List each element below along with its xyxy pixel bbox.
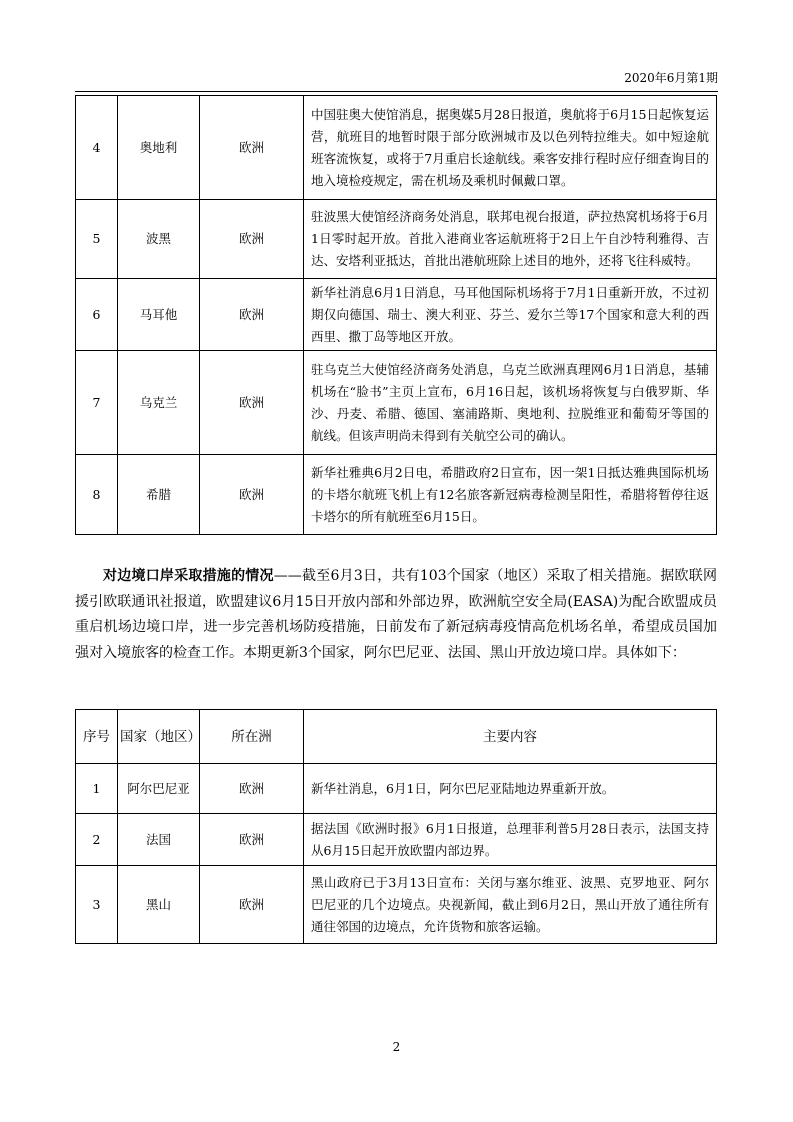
table-row bbox=[76, 764, 717, 814]
row-continent: 欧洲 bbox=[200, 814, 304, 866]
header-rule bbox=[75, 91, 718, 92]
header-continent: 所在洲 bbox=[200, 710, 304, 764]
page-number: 2 bbox=[392, 1040, 401, 1054]
table-row bbox=[76, 866, 717, 944]
row-continent: 欧洲 bbox=[200, 351, 304, 455]
border-measures-paragraph bbox=[75, 564, 717, 666]
row-content: 中国驻奥大使馆消息，据奥媒5月28日报道，奥航将于6月15日起恢复运营，航班目的地暂时限于部分欧洲城市及以色列特拉维夫。如中短途航班客流恢复，或将于7月重启长途航线。乘客安排行程时应仔细查询目的地入境检疫规定，需在机场及乘机时佩戴口罩。 bbox=[304, 96, 717, 200]
row-number: 1 bbox=[76, 764, 118, 814]
row-country: 阿尔巴尼亚 bbox=[118, 764, 200, 814]
row-continent: 欧洲 bbox=[200, 200, 304, 279]
row-content: 新华社消息6月1日消息，马耳他国际机场将于7月1日重新开放，不过初期仅向德国、瑞士、澳大利亚、芬兰、爱尔兰等17个国家和意大利的西西里、撒丁岛等地区开放。 bbox=[304, 279, 717, 351]
row-number: 5 bbox=[76, 200, 118, 279]
paragraph-body: ——截至6月3日，共有103个国家（地区）采取了相关措施。据欧联网援引欧联通讯社报道，欧盟建议6月15日开放内部和外部边界，欧洲航空安全局(EASA)为配合欧盟成员重启机场边境口岸，进一步完善机场防疫措施，日前发布了新冠病毒疫情高危机场名单，希望成员国加强对入境旅客的检查工作。本期更新3个国家，阿尔巴尼亚、法国、黑山开放边境口岸。具体如下： bbox=[75, 568, 718, 661]
row-content: 黑山政府已于3月13日宣布：关闭与塞尔维亚、波黑、克罗地亚、阿尔巴尼亚的几个边境点。央视新闻，截止到6月2日，黑山开放了通往所有通往邻国的边境点，允许货物和旅客运输。 bbox=[304, 866, 717, 944]
row-number: 7 bbox=[76, 351, 118, 455]
row-content: 驻乌克兰大使馆经济商务处消息，乌克兰欧洲真理网6月1日消息，基辅机场在“脸书”主页上宣布，6月16日起，该机场将恢复与白俄罗斯、华沙、丹麦、希腊、德国、塞浦路斯、奥地利、拉脱维亚和葡萄牙等国的航线。但该声明尚未得到有关航空公司的确认。 bbox=[304, 351, 717, 455]
row-country: 乌克兰 bbox=[118, 351, 200, 455]
issue-header: 2020年6月第1期 bbox=[624, 71, 718, 85]
row-country: 波黑 bbox=[118, 200, 200, 279]
table-row bbox=[76, 200, 717, 279]
table-row bbox=[76, 279, 717, 351]
row-continent: 欧洲 bbox=[200, 866, 304, 944]
row-continent: 欧洲 bbox=[200, 764, 304, 814]
row-content: 新华社消息，6月1日，阿尔巴尼亚陆地边界重新开放。 bbox=[304, 764, 717, 814]
row-number: 8 bbox=[76, 455, 118, 535]
header-content: 主要内容 bbox=[304, 710, 717, 764]
table-row bbox=[76, 814, 717, 866]
row-continent: 欧洲 bbox=[200, 455, 304, 535]
row-number: 3 bbox=[76, 866, 118, 944]
row-content: 新华社雅典6月2日电，希腊政府2日宣布，因一架1日抵达雅典国际机场的卡塔尔航班飞机上有12名旅客新冠病毒检测呈阳性，希腊将暂停往返卡塔尔的所有航班至6月15日。 bbox=[304, 455, 717, 535]
row-country: 奥地利 bbox=[118, 96, 200, 200]
row-content: 据法国《欧洲时报》6月1日报道，总理菲利普5月28日表示，法国支持从6月15日起开放欧盟内部边界。 bbox=[304, 814, 717, 866]
border-measures-table bbox=[75, 709, 717, 944]
header-country: 国家（地区） bbox=[118, 710, 200, 764]
airport-measures-table bbox=[75, 95, 717, 535]
header-number: 序号 bbox=[76, 710, 118, 764]
row-country: 法国 bbox=[118, 814, 200, 866]
table-row bbox=[76, 351, 717, 455]
row-number: 6 bbox=[76, 279, 118, 351]
row-content: 驻波黑大使馆经济商务处消息，联邦电视台报道，萨拉热窝机场将于6月1日零时起开放。首批入港商业客运航班将于2日上午自沙特利雅得、吉达、安塔利亚抵达，首批出港航班除上述目的地外，还将飞往科威特。 bbox=[304, 200, 717, 279]
table-row bbox=[76, 455, 717, 535]
table-header-row bbox=[76, 710, 717, 764]
row-continent: 欧洲 bbox=[200, 279, 304, 351]
row-number: 2 bbox=[76, 814, 118, 866]
row-country: 希腊 bbox=[118, 455, 200, 535]
row-number: 4 bbox=[76, 96, 118, 200]
paragraph-lead: 对边境口岸采取措施的情况 bbox=[103, 568, 274, 584]
row-country: 马耳他 bbox=[118, 279, 200, 351]
table-row bbox=[76, 96, 717, 200]
row-country: 黑山 bbox=[118, 866, 200, 944]
row-continent: 欧洲 bbox=[200, 96, 304, 200]
